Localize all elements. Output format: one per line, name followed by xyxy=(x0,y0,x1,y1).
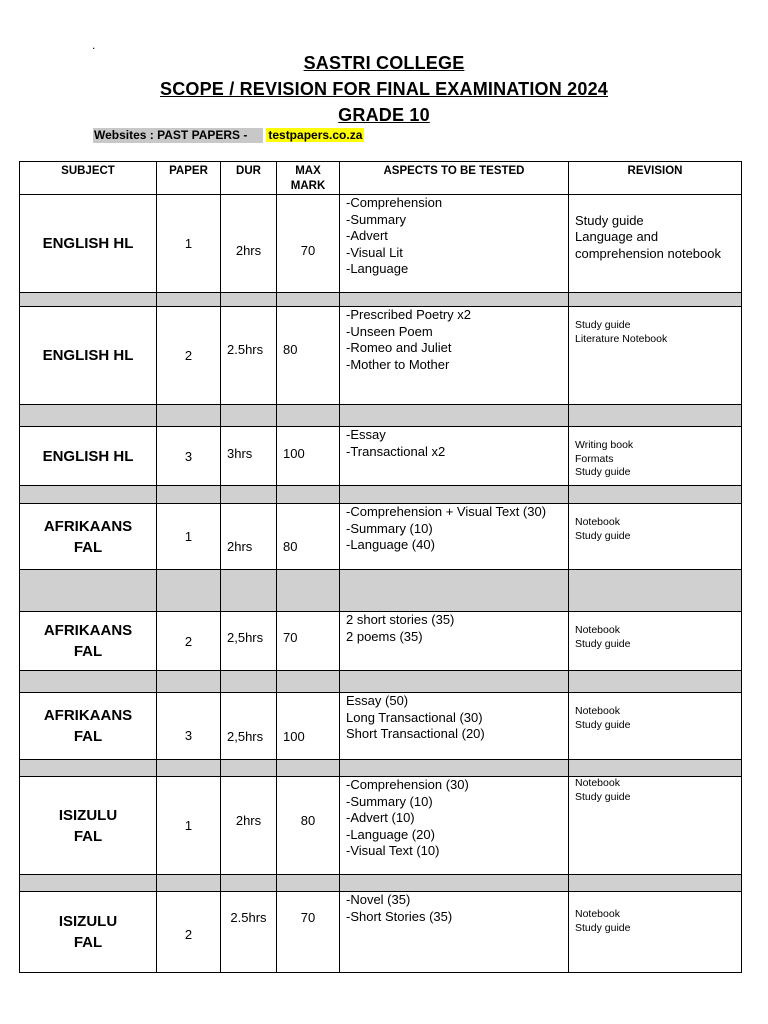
paper-cell: 3 xyxy=(157,427,221,486)
table-row xyxy=(20,612,742,671)
table-row xyxy=(20,892,742,973)
subject-cell: AFRIKAANS FAL xyxy=(20,612,157,671)
aspects-cell: -Novel (35) -Short Stories (35) xyxy=(340,892,569,973)
websites-line xyxy=(93,128,364,143)
table-row xyxy=(20,504,742,570)
subject-cell: ISIZULU FAL xyxy=(20,892,157,973)
paper-cell: 2 xyxy=(157,612,221,671)
aspects-cell: -Prescribed Poetry x2 -Unseen Poem -Romeo and Juliet -Mother to Mother xyxy=(340,307,569,405)
separator-row xyxy=(20,405,742,427)
separator-row xyxy=(20,293,742,307)
max-mark-cell: 100 xyxy=(277,693,340,760)
max-mark-cell: 80 xyxy=(277,504,340,570)
header-aspects: ASPECTS TO BE TESTED xyxy=(340,162,569,195)
revision-cell: Notebook Study guide xyxy=(569,777,742,875)
header-max-mark: MAX MARK xyxy=(277,162,340,195)
duration-cell: 2.5hrs xyxy=(221,307,277,405)
revision-cell: Notebook Study guide xyxy=(569,892,742,973)
table-row xyxy=(20,307,742,405)
header-paper: PAPER xyxy=(157,162,221,195)
document-title-block xyxy=(0,50,768,128)
grade-title: GRADE 10 xyxy=(338,105,430,125)
revision-cell: Notebook Study guide xyxy=(569,612,742,671)
duration-cell: 2,5hrs xyxy=(221,693,277,760)
revision-cell: Notebook Study guide xyxy=(569,693,742,760)
table-row xyxy=(20,777,742,875)
table-row xyxy=(20,427,742,486)
separator-row xyxy=(20,760,742,777)
revision-cell: Study guide Language and comprehension notebook xyxy=(569,195,742,293)
table-row xyxy=(20,195,742,293)
subject-cell: ENGLISH HL xyxy=(20,195,157,293)
paper-cell: 2 xyxy=(157,307,221,405)
max-mark-cell: 70 xyxy=(277,195,340,293)
header-revision: REVISION xyxy=(569,162,742,195)
duration-cell: 2.5hrs xyxy=(221,892,277,973)
paper-cell: 1 xyxy=(157,504,221,570)
subject-cell: AFRIKAANS FAL xyxy=(20,693,157,760)
websites-label: Websites : PAST PAPERS - xyxy=(93,128,263,143)
max-mark-cell: 70 xyxy=(277,612,340,671)
max-mark-cell: 70 xyxy=(277,892,340,973)
subject-cell: AFRIKAANS FAL xyxy=(20,504,157,570)
document-title: SCOPE / REVISION FOR FINAL EXAMINATION 2024 xyxy=(159,79,608,99)
duration-cell: 2hrs xyxy=(221,777,277,875)
subject-cell: ENGLISH HL xyxy=(20,307,157,405)
header-dur: DUR xyxy=(221,162,277,195)
stray-dot: . xyxy=(92,38,96,52)
subject-cell: ISIZULU FAL xyxy=(20,777,157,875)
scope-table xyxy=(19,161,742,973)
revision-cell: Writing book Formats Study guide xyxy=(569,427,742,486)
aspects-cell: 2 short stories (35) 2 poems (35) xyxy=(340,612,569,671)
subject-cell: ENGLISH HL xyxy=(20,427,157,486)
duration-cell: 2hrs xyxy=(221,504,277,570)
paper-cell: 1 xyxy=(157,195,221,293)
aspects-cell: -Comprehension (30) -Summary (10) -Advert (10) -Language (20) -Visual Text (10) xyxy=(340,777,569,875)
aspects-cell: -Comprehension -Summary -Advert -Visual Lit -Language xyxy=(340,195,569,293)
websites-link[interactable]: testpapers.co.za xyxy=(268,128,363,142)
separator-row xyxy=(20,570,742,612)
aspects-cell: -Comprehension + Visual Text (30) -Summary (10) -Language (40) xyxy=(340,504,569,570)
aspects-cell: Essay (50) Long Transactional (30) Short Transactional (20) xyxy=(340,693,569,760)
max-mark-cell: 80 xyxy=(277,307,340,405)
duration-cell: 2,5hrs xyxy=(221,612,277,671)
separator-row xyxy=(20,875,742,892)
max-mark-cell: 100 xyxy=(277,427,340,486)
revision-cell: Notebook Study guide xyxy=(569,504,742,570)
table-header-row xyxy=(20,162,742,195)
revision-cell: Study guide Literature Notebook xyxy=(569,307,742,405)
paper-cell: 3 xyxy=(157,693,221,760)
header-subject: SUBJECT xyxy=(20,162,157,195)
paper-cell: 2 xyxy=(157,892,221,973)
separator-row xyxy=(20,671,742,693)
aspects-cell: -Essay -Transactional x2 xyxy=(340,427,569,486)
duration-cell: 2hrs xyxy=(221,195,277,293)
college-name: SASTRI COLLEGE xyxy=(303,53,465,73)
duration-cell: 3hrs xyxy=(221,427,277,486)
max-mark-cell: 80 xyxy=(277,777,340,875)
table-row xyxy=(20,693,742,760)
separator-row xyxy=(20,486,742,504)
paper-cell: 1 xyxy=(157,777,221,875)
